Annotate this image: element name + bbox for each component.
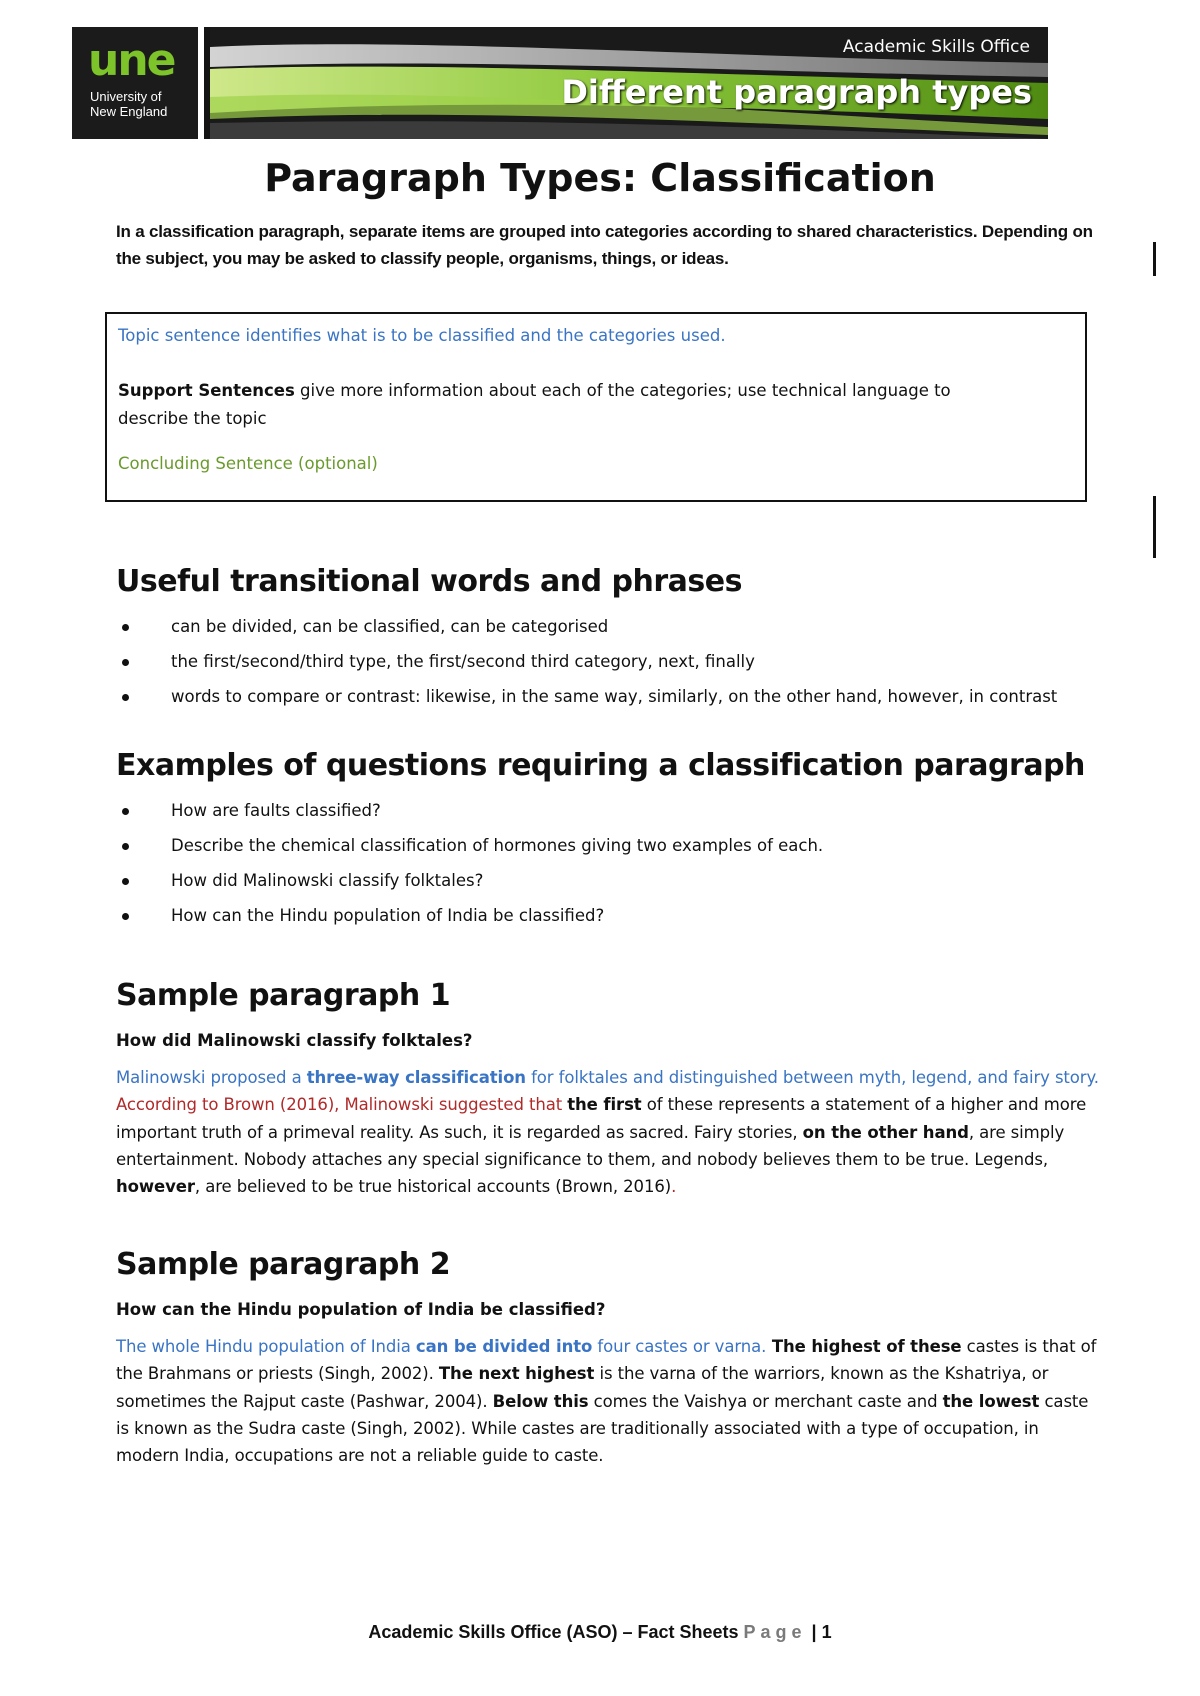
- list-item: the first/second/third type, the first/second third category, next, finally: [116, 648, 1096, 675]
- page-title: Paragraph Types: Classification: [264, 156, 936, 200]
- logo-subtitle: University of New England: [90, 89, 168, 119]
- sample2-question: How can the Hindu population of India be classified?: [116, 1300, 606, 1319]
- examples-heading: Examples of questions requiring a classification paragraph: [116, 748, 1085, 783]
- transitions-heading: Useful transitional words and phrases: [116, 564, 742, 599]
- support-sentences-line: Support Sentences give more information about each of the categories; use technical language to: [118, 381, 951, 400]
- page-number: 1: [821, 1622, 832, 1642]
- sample1-heading: Sample paragraph 1: [116, 978, 451, 1013]
- bullet-icon: [122, 659, 129, 666]
- change-bar: [1153, 496, 1156, 558]
- list-item: How did Malinowski classify folktales?: [116, 867, 1096, 894]
- bullet-icon: [122, 878, 129, 885]
- intro-paragraph: In a classification paragraph, separate items are grouped into categories according to shared characteristics. Depending on the subject, you may be asked to classify people, organisms, things, or ideas.: [116, 222, 1093, 268]
- transitions-list: [116, 613, 1116, 718]
- paragraph-structure-box: [105, 312, 1087, 502]
- header-banner: [72, 27, 1048, 139]
- examples-list: [116, 797, 1096, 937]
- banner-office-label: Academic Skills Office: [842, 37, 1030, 57]
- logo-text: une: [88, 35, 175, 86]
- page-word: Page: [743, 1622, 807, 1642]
- bullet-icon: [122, 694, 129, 701]
- bullet-icon: [122, 913, 129, 920]
- sample1-paragraph: Malinowski proposed a three-way classification for folktales and distinguished between myth, legend, and fairy story. According to Brown (2016), Malinowski suggested that the first of these represents a statement of a higher and more important truth of a primeval reality. As such, it is regarded as sacred. Fairy stories, on the other hand, are simply entertainment. Nobody attaches any special significance to them, and nobody believes them to be true. Legends, however, are believed to be true historical accounts (Brown, 2016).: [116, 1068, 1099, 1197]
- list-item: can be divided, can be classified, can be categorised: [116, 613, 1096, 640]
- une-logo: [72, 27, 204, 139]
- bullet-icon: [122, 808, 129, 815]
- list-item: words to compare or contrast: likewise, in the same way, similarly, on the other hand, however, in contrast: [116, 683, 1116, 710]
- bullet-icon: [122, 843, 129, 850]
- topic-sentence-line: Topic sentence identifies what is to be classified and the categories used.: [118, 326, 726, 345]
- sample1-question: How did Malinowski classify folktales?: [116, 1031, 473, 1050]
- list-item: How are faults classified?: [116, 797, 1096, 824]
- concluding-sentence-line: Concluding Sentence (optional): [118, 454, 378, 473]
- list-item: How can the Hindu population of India be classified?: [116, 902, 1096, 929]
- change-bar: [1153, 242, 1156, 276]
- bullet-icon: [122, 624, 129, 631]
- list-item: Describe the chemical classification of hormones giving two examples of each.: [116, 832, 1096, 859]
- support-sentences-line-2: describe the topic: [118, 409, 267, 428]
- sample2-heading: Sample paragraph 2: [116, 1247, 451, 1282]
- page-footer: Academic Skills Office (ASO) – Fact Sheets Page | 1: [368, 1622, 832, 1642]
- banner-title: Different paragraph types: [561, 73, 1032, 111]
- sample2-paragraph: The whole Hindu population of India can be divided into four castes or varna. The highest of these castes is that of the Brahmans or priests (Singh, 2002). The next highest is the varna of the warriors, known as the Kshatriya, or sometimes the Rajput caste (Pashwar, 2004). Below this comes the Vaishya or merchant caste and the lowest caste is known as the Sudra caste (Singh, 2002). While castes are traditionally associated with a type of occupation, in modern India, occupations are not a reliable guide to caste.: [116, 1337, 1097, 1466]
